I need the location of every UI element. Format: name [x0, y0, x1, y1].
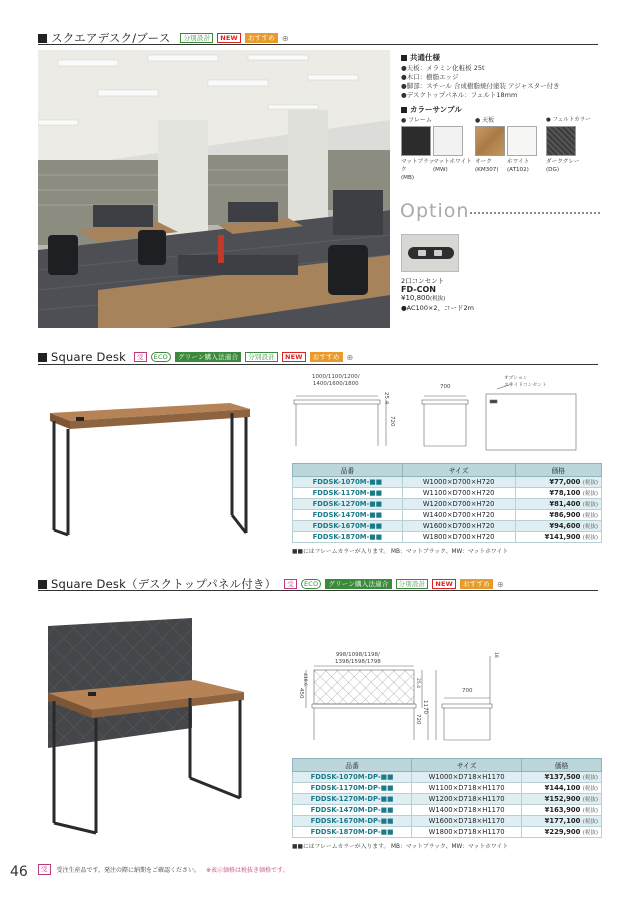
dim-panel-h4: 25.4: [415, 678, 420, 689]
dim-panel-widths: 998/1098/1198/ 1398/1598/1798: [335, 652, 381, 665]
color-group-felt: ● フェルトカラー: [546, 117, 591, 123]
col-code: 品番: [293, 464, 403, 477]
table-row: FDDSK-1470M-■■ W1400×D700×H720 ¥86,900 (税抜): [293, 510, 602, 521]
swatch-label-oak: オーク (KM307): [475, 159, 499, 173]
color-group-frame: ● フレーム: [401, 117, 432, 124]
badge-new: NEW: [282, 352, 306, 363]
swatch-label-mw: マットホワイト (MW): [433, 159, 472, 173]
dim-panel-depth: 700: [462, 688, 473, 694]
dim-height: 720: [389, 416, 395, 427]
section2-note: ■■にはフレームカラーが入ります。 MB：マットブラック、MW：マットホワイト: [292, 549, 509, 555]
table-row: FDDSK-1070M-■■ W1000×D700×H720 ¥77,000 (税抜): [293, 477, 602, 488]
option-heading: Option: [400, 200, 470, 222]
dim-panel-h3: 450: [298, 688, 304, 699]
square-desk-image: [40, 395, 260, 540]
table-row: FDDSK-1470M-DP-■■ W1400×D718×H1170 ¥163,900 (税抜): [293, 805, 602, 816]
badge-eco: ECO: [151, 352, 171, 363]
badge-made-to-order: 受: [134, 352, 147, 363]
col-price: 価格: [515, 464, 601, 477]
section1-title: スクエアデスク/ブース 分別設計 NEW おすすめ ⊕: [38, 30, 289, 46]
section3-title: Square Desk（デスクトップパネル付き） 受 ECO グリーン購入法適合 分別設計 NEW おすすめ ⊕: [38, 576, 504, 592]
badge-separation: 分別設計: [180, 33, 213, 44]
swatch-label-mb: マットブラック (MB): [401, 159, 435, 181]
table-row: FDDSK-1070M-DP-■■ W1000×D718×H1170 ¥137,500 (税抜): [293, 772, 602, 783]
badge-new: NEW: [432, 579, 456, 590]
swatch-label-white: ホワイト (AT102): [507, 159, 530, 173]
col-price: 価格: [522, 759, 602, 772]
square-desk-price-table: [292, 463, 602, 543]
swatch-darkgray: [546, 126, 576, 156]
section3-note: ■■にはフレームカラーが入ります。 MB：マットブラック、MW：マットホワイト: [292, 844, 509, 850]
col-size: サイズ: [412, 759, 522, 772]
dim-panel-h2: 1170: [422, 700, 428, 714]
badge-recommend: おすすめ: [310, 352, 343, 363]
outlet-photo: [401, 234, 459, 272]
dim-top: 25.4: [383, 392, 389, 405]
common-specs: 共通仕様 ●天板：メラミン化粧板 25t ●木口：樹脂エッジ ●脚部：スチール 合成樹脂焼付塗装 アジャスター付き ●デスクトップパネル：フェルト18mm: [401, 53, 560, 99]
col-size: サイズ: [402, 464, 515, 477]
table-row: FDDSK-1170M-DP-■■ W1100×D718×H1170 ¥144,100 (税抜): [293, 783, 602, 794]
section2-title: Square Desk 受 ECO グリーン購入法適合 分別設計 NEW おすすめ ⊕: [38, 350, 353, 364]
made-to-order-icon: 受: [38, 864, 51, 875]
badge-eco: ECO: [301, 579, 321, 590]
badge-recommend: おすすめ: [245, 33, 278, 44]
badge-green-purchase: グリーン購入法適合: [325, 579, 391, 590]
plus-circle-icon: ⊕: [496, 579, 504, 589]
table-row: FDDSK-1270M-■■ W1200×D700×H720 ¥81,400 (税抜): [293, 499, 602, 510]
square-desk-panel-drawing: [292, 648, 502, 744]
badge-made-to-order: 受: [284, 579, 297, 590]
swatch-label-dg: ダークグレー (DG): [546, 159, 580, 173]
office-photo: [38, 50, 390, 328]
table-row: FDDSK-1170M-■■ W1100×D700×H720 ¥78,100 (税抜): [293, 488, 602, 499]
table-row: FDDSK-1270M-DP-■■ W1200×D718×H1170 ¥152,900 (税抜): [293, 794, 602, 805]
dim-widths: 1000/1100/1200/ 1400/1600/1800: [312, 374, 360, 387]
page-number: 46: [10, 864, 28, 880]
dim-panel-h5: 418.6: [302, 673, 307, 686]
swatch-oak: [475, 126, 505, 156]
badge-new: NEW: [217, 33, 241, 44]
square-desk-panel-price-table: [292, 758, 602, 838]
footer-notes: 受 受注生産品です。発注の際に納期をご確認ください。 ※表示価格は税抜き価格です。: [38, 864, 289, 875]
dim-panel-h6: 18: [493, 652, 498, 658]
table-row: FDDSK-1670M-■■ W1600×D700×H720 ¥94,600 (税抜): [293, 521, 602, 532]
badge-green-purchase: グリーン購入法適合: [175, 352, 241, 363]
col-code: 品番: [293, 759, 412, 772]
table-row: FDDSK-1870M-■■ W1800×D700×H720 ¥141,900 (税抜): [293, 532, 602, 543]
option-info: 2口コンセント FD-CON ¥10,800(税抜) ●AC100×2、コード2m: [401, 277, 474, 312]
dim-option: オプション スライドコンセント: [504, 376, 547, 388]
table-row: FDDSK-1870M-DP-■■ W1800×D718×H1170 ¥229,900 (税抜): [293, 827, 602, 838]
swatch-white: [507, 126, 537, 156]
plus-circle-icon: ⊕: [346, 352, 354, 362]
color-group-top: ● 天板: [475, 117, 495, 124]
dim-depth: 700: [440, 384, 451, 390]
badge-recommend: おすすめ: [460, 579, 493, 590]
dim-panel-h1: 720: [415, 714, 421, 725]
badge-separation: 分別設計: [396, 579, 429, 590]
square-desk-panel-image: [44, 618, 264, 843]
plus-circle-icon: ⊕: [281, 33, 289, 43]
swatch-mw: [433, 126, 463, 156]
table-row: FDDSK-1670M-DP-■■ W1600×D718×H1170 ¥177,100 (税抜): [293, 816, 602, 827]
color-sample: カラーサンプル: [401, 104, 601, 116]
swatch-mb: [401, 126, 431, 156]
badge-separation: 分別設計: [245, 352, 278, 363]
